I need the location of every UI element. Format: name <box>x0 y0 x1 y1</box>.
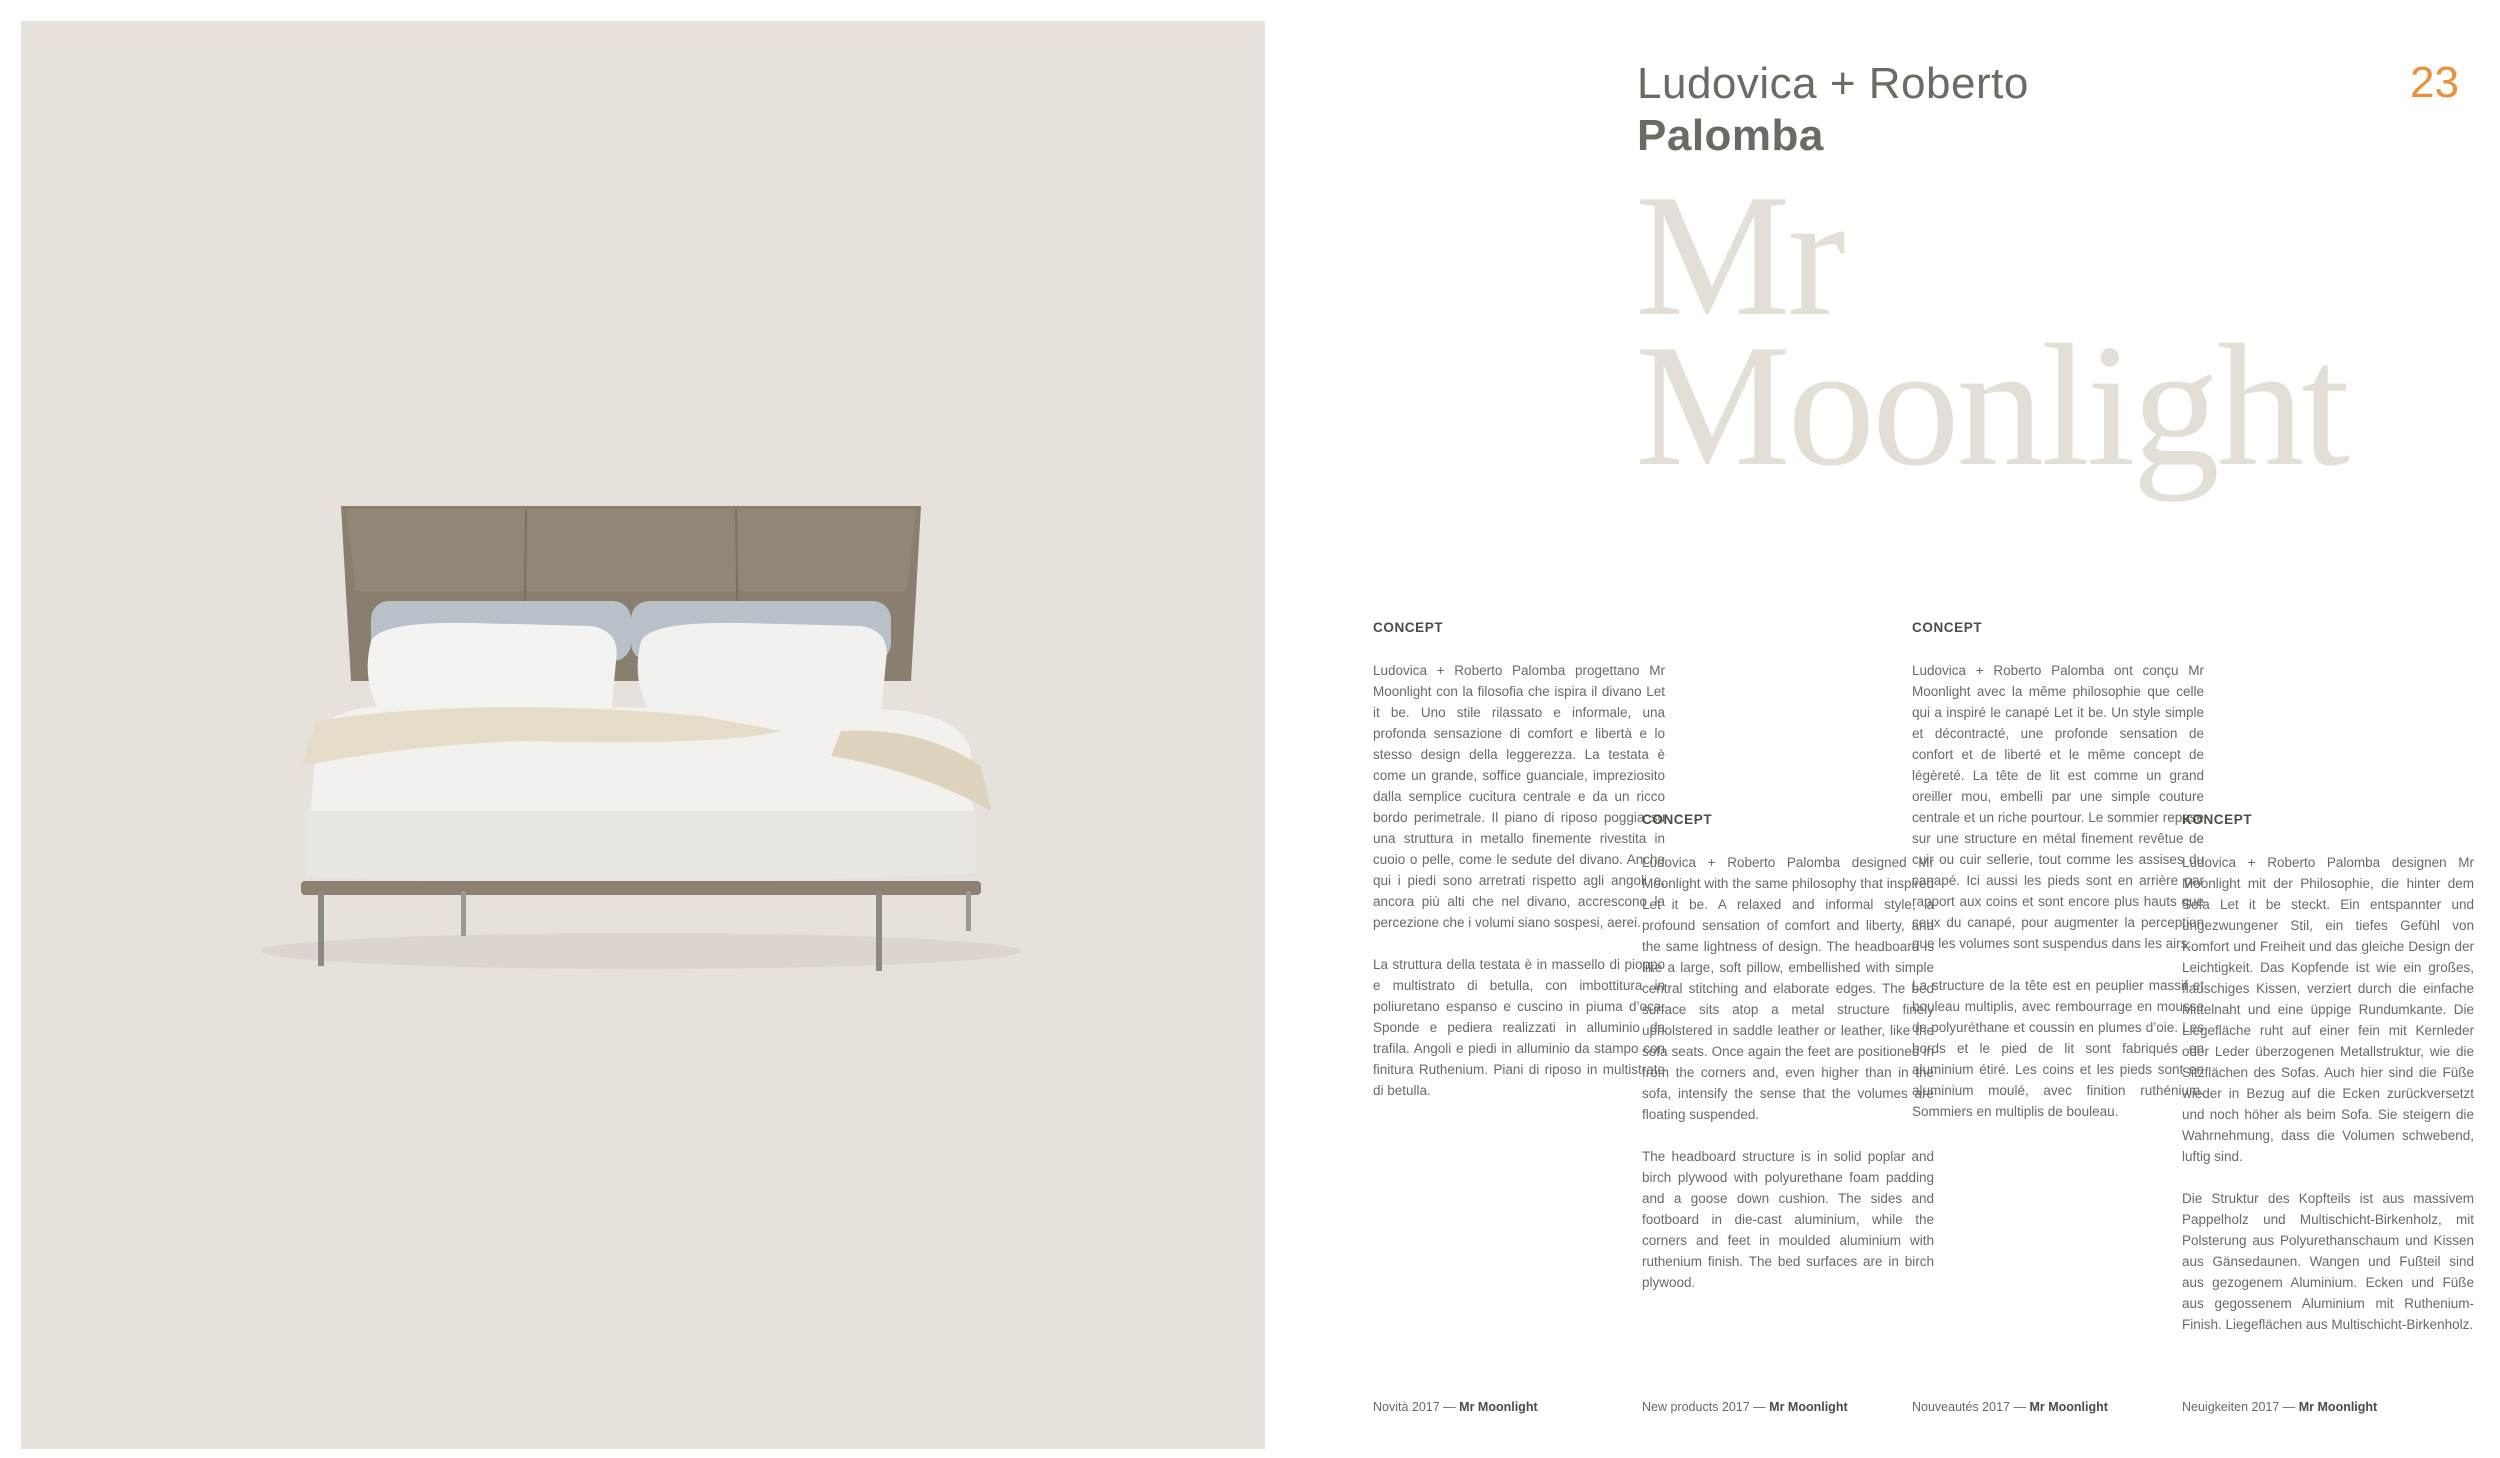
italian-text <box>1373 660 1665 1122</box>
footer-german-prefix: Neuigkeiten 2017 — <box>2182 1400 2296 1414</box>
designer-first: Ludovica + Roberto <box>1637 59 2029 108</box>
italian-heading: CONCEPT <box>1373 620 1444 635</box>
footer-french <box>1912 1400 2108 1414</box>
designer-last: Palomba <box>1637 111 1824 160</box>
italian-paragraph-2: La struttura della testata è in massello di pioppo e multistrato di betulla, con imbottitura in poliuretano espanso e cuscino in piuma d’oca. Sponde e pediera realizzati in alluminio da trafila. Angoli e piedi in alluminio da stampo con finitura Ruthenium. Piani di riposo in multistrato di betulla. <box>1373 957 1665 1098</box>
footer-french-name: Mr Moonlight <box>2029 1400 2108 1414</box>
french-heading: CONCEPT <box>1912 620 1983 635</box>
footer-english <box>1642 1400 1848 1414</box>
bed-illustration <box>221 481 1061 981</box>
english-paragraph-2: The headboard structure is in solid poplar and birch plywood with polyurethane foam padding and a goose down cushion. The sides and footboard in die-cast aluminium, while the corners and feet in moulded aluminium with ruthenium finish. The bed surfaces are in birch plywood. <box>1642 1149 1934 1290</box>
german-text <box>2182 852 2474 1356</box>
product-title <box>1635 158 2347 502</box>
footer-english-name: Mr Moonlight <box>1769 1400 1848 1414</box>
page-number: 23 <box>2410 58 2459 107</box>
french-text <box>1912 660 2204 1143</box>
english-heading: CONCEPT <box>1642 812 1713 827</box>
footer-italian <box>1373 1400 1538 1414</box>
footer-english-prefix: New products 2017 — <box>1642 1400 1766 1414</box>
product-photo-panel <box>21 21 1265 1449</box>
italian-paragraph-1: Ludovica + Roberto Palomba progettano Mr Moonlight con la filosofia che ispira il divano Let it be. Uno stile rilassato e informale, una profonda sensazione di comfort e libertà e lo stesso design della leggerezza. La testata è come un grande, soffice guanciale, impreziosito dalla semplice cucitura centrale e da un ricco bordo perimetrale. Il piano di riposo poggia su una struttura in metallo finemente rivestita in cuoio o pelle, come le sedute del divano. Anche qui i piedi sono arretrati rispetto agli angoli e, ancora più alti che nel divano, accrescono la percezione che i volumi siano sospesi, aerei. <box>1373 663 1665 930</box>
designer-name <box>1637 58 2029 162</box>
product-title-line1: Mr <box>1635 158 1843 352</box>
footer-italian-prefix: Novità 2017 — <box>1373 1400 1456 1414</box>
german-paragraph-1: Ludovica + Roberto Palomba designen Mr Moonlight mit der Philosophie, die hinter dem Sofa Let it be steckt. Ein entspannter und ungezwungener Stil, ein tiefes Gefühl von Komfort und Freiheit und das gleiche Design der Leichtigkeit. Das Kopfende ist wie ein großes, flauschiges Kissen, verziert durch die einfache Mittelnaht und eine üppige Rundumkante. Die Liegefläche ruht auf einer fein mit Kernleder oder Leder überzogenen Metallstruktur, wie die Sitzflächen des Sofas. Auch hier sind die Füße wieder in Bezug auf die Ecken zurückversetzt und noch höher als beim Sofa. Sie steigern die Wahrnehmung, dass die Volumen schwebend, luftig sind. <box>2182 855 2474 1164</box>
english-paragraph-1: Ludovica + Roberto Palomba designed Mr Moonlight with the same philosophy that inspired Let it be. A relaxed and informal style, a profound sensation of comfort and liberty, and the same lightness of design. The headboard is like a large, soft pillow, embellished with simple central stitching and elaborate edges. The bed surface sits atop a metal structure finely upholstered in saddle leather or leather, like the sofa seats. Once again the feet are positioned in from the corners and, even higher than in the sofa, intensify the sense that the volumes are floating suspended. <box>1642 855 1934 1122</box>
footer-french-prefix: Nouveautés 2017 — <box>1912 1400 2026 1414</box>
english-text <box>1642 852 1934 1314</box>
product-title-line2: Moonlight <box>1635 308 2347 502</box>
german-paragraph-2: Die Struktur des Kopfteils ist aus massivem Pappelholz und Multischicht-Birkenholz, mit Polsterung aus Polyurethanschaum und Kissen aus Gänsedaunen. Wangen und Fußteil sind aus gezogenem Aluminium. Ecken und Füße aus gegossenem Aluminium mit Ruthenium-Finish. Liegeflächen aus Multischicht-Birkenholz. <box>2182 1191 2474 1332</box>
french-paragraph-2: La structure de la tête est en peuplier massif et bouleau multiplis, avec rembourrage en mousse de polyuréthane et coussin en plumes d’oie. Les bords et le pied de lit sont fabriqués en aluminium étiré. Les coins et les pieds sont en aluminium moulé, avec finition ruthénium. Sommiers en multiplis de bouleau. <box>1912 978 2204 1119</box>
footer-german <box>2182 1400 2377 1414</box>
french-paragraph-1: Ludovica + Roberto Palomba ont conçu Mr Moonlight avec la même philosophie que celle qui a inspiré le canapé Let it be. Un style simple et décontracté, une profonde sensation de confort et de liberté et le même concept de légèreté. La tête de lit est comme un grand oreiller mou, embelli par une simple couture centrale et un riche pourtour. Le sommier repose sur une structure en métal finement revêtue de cuir ou cuir sellerie, tout comme les assises du canapé. Ici aussi les pieds sont en arrière par rapport aux coins et sont encore plus hauts que ceux du canapé, pour augmenter la perception que les volumes sont suspendus dans les airs. <box>1912 663 2204 951</box>
german-heading: KONCEPT <box>2182 812 2253 827</box>
footer-german-name: Mr Moonlight <box>2298 1400 2378 1414</box>
footer-italian-name: Mr Moonlight <box>1459 1400 1538 1414</box>
